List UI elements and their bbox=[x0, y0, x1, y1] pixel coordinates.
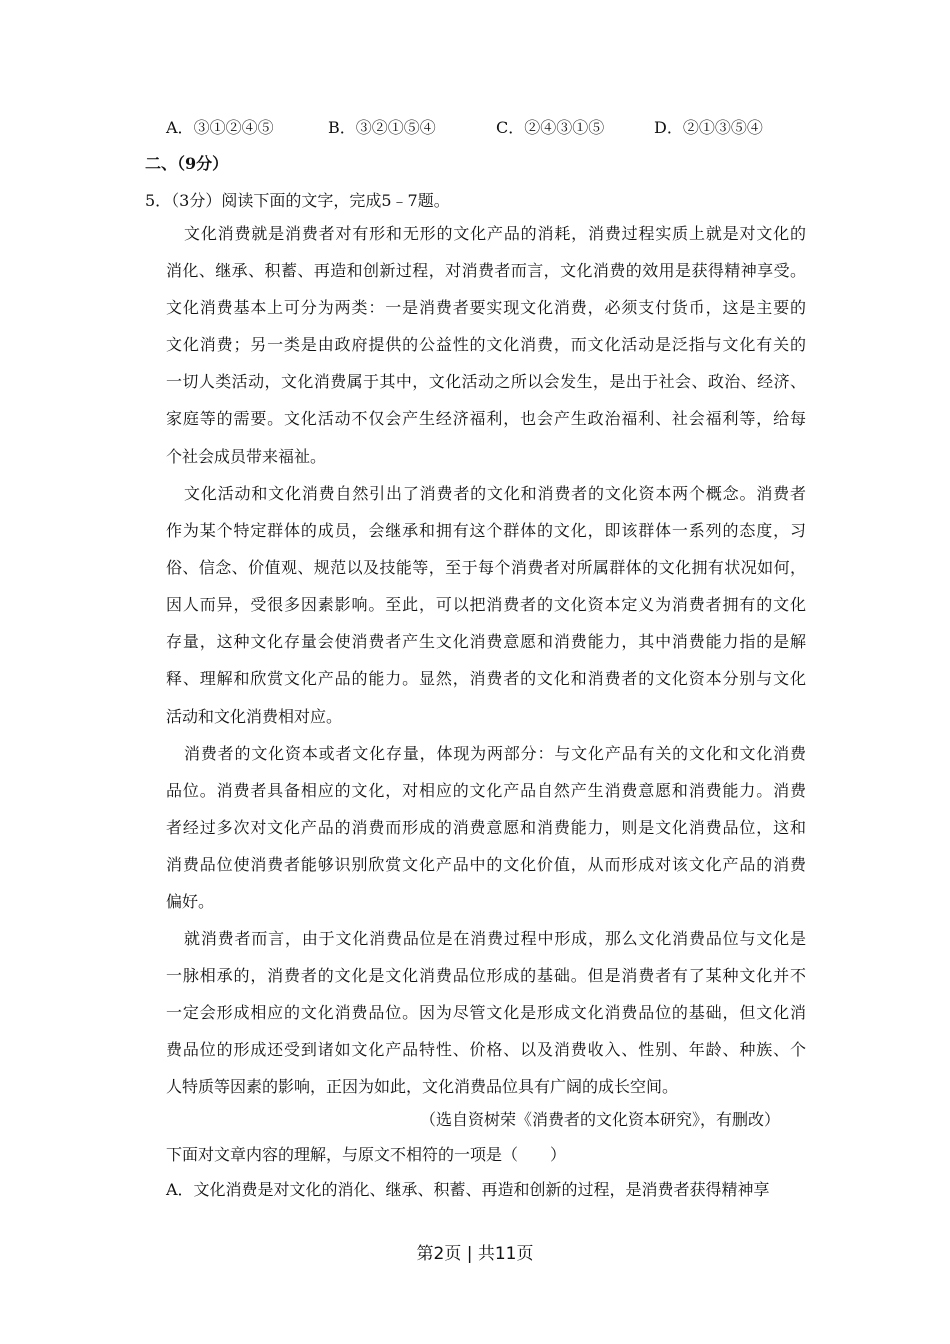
question-stem: 下面对文章内容的理解，与原文不相符的一项是（ ） bbox=[166, 1145, 567, 1164]
option-c bbox=[496, 118, 604, 138]
passage-line: 释、理解和欣赏文化产品的能力。显然，消费者的文化和消费者的文化资本分别与文化 bbox=[166, 669, 806, 689]
option-letter: D． bbox=[654, 118, 683, 137]
passage-line: 消费品位使消费者能够识别欣赏文化产品中的文化价值，从而形成对该文化产品的消费 bbox=[166, 855, 806, 875]
passage-line: 品位。消费者具备相应的文化，对相应的文化产品自然产生消费意愿和消费能力。消费 bbox=[166, 781, 806, 801]
passage-line: 费品位的形成还受到诸如文化产品特性、价格、以及消费收入、性别、年龄、种族、个 bbox=[166, 1040, 806, 1060]
passage-line: 偏好。 bbox=[166, 892, 215, 912]
passage-line: 者经过多次对文化产品的消费而形成的消费意愿和消费能力，则是文化消费品位，这和 bbox=[166, 818, 806, 838]
passage-line: 一切人类活动，文化消费属于其中，文化活动之所以会发生，是出于社会、政治、经济、 bbox=[166, 372, 806, 392]
passage-line: 文化消费；另一类是由政府提供的公益性的文化消费，而文化活动是泛指与文化有关的 bbox=[166, 335, 806, 355]
option-letter: B． bbox=[328, 118, 356, 137]
answer-option-a: A．文化消费是对文化的消化、继承、积蓄、再造和创新的过程，是消费者获得精神享 bbox=[166, 1180, 770, 1199]
passage-line: 人特质等因素的影响，正因为如此，文化消费品位具有广阔的成长空间。 bbox=[166, 1077, 679, 1097]
option-value: ③②①⑤④ bbox=[355, 118, 436, 137]
option-letter: C． bbox=[496, 118, 525, 137]
question-header: 5．（3分）阅读下面的文字，完成5﹣7题。 bbox=[145, 191, 450, 210]
passage-line: 一脉相承的，消费者的文化是文化消费品位形成的基础。但是消费者有了某种文化并不 bbox=[166, 966, 806, 986]
passage-line: 文化活动和文化消费自然引出了消费者的文化和消费者的文化资本两个概念。消费者 bbox=[184, 484, 806, 503]
passage-line: 作为某个特定群体的成员，会继承和拥有这个群体的文化，即该群体一系列的态度，习 bbox=[166, 521, 806, 541]
passage-line: 活动和文化消费相对应。 bbox=[166, 706, 343, 726]
option-d bbox=[654, 118, 763, 138]
option-b bbox=[328, 118, 436, 138]
option-letter: A． bbox=[166, 118, 194, 137]
passage-paragraph-3 bbox=[166, 735, 806, 920]
passage-line: 俗、信念、价值观、规范以及技能等，至于每个消费者对所属群体的文化拥有状况如何， bbox=[166, 558, 806, 578]
passage-line: 一定会形成相应的文化消费品位。因为尽管文化是形成文化消费品位的基础，但文化消 bbox=[166, 1003, 806, 1023]
passage-line: 文化消费就是消费者对有形和无形的文化产品的消耗，消费过程实质上就是对文化的 bbox=[184, 224, 806, 243]
page-footer: 第2页 | 共11页 bbox=[416, 1244, 534, 1264]
section-heading: 二、（9分） bbox=[145, 154, 229, 173]
option-value: ③①②④⑤ bbox=[193, 118, 274, 137]
passage-line: 因人而异，受很多因素影响。至此，可以把消费者的文化资本定义为消费者拥有的文化 bbox=[166, 595, 806, 615]
passage-paragraph-4 bbox=[166, 920, 806, 1105]
option-value: ②①③⑤④ bbox=[682, 118, 763, 137]
passage-line: 个社会成员带来福祉。 bbox=[166, 446, 327, 466]
passage-line: 文化消费基本上可分为两类：一是消费者要实现文化消费，必须支付货币，这是主要的 bbox=[166, 298, 806, 318]
passage-paragraph-2 bbox=[166, 475, 806, 735]
passage-line: 家庭等的需要。文化活动不仅会产生经济福利，也会产生政治福利、社会福利等，给每 bbox=[166, 409, 806, 429]
passage-line: 就消费者而言，由于文化消费品位是在消费过程中形成，那么文化消费品位与文化是 bbox=[184, 929, 806, 948]
passage-line: 消费者的文化资本或者文化存量，体现为两部分：与文化产品有关的文化和文化消费 bbox=[184, 744, 806, 763]
passage-paragraph-1 bbox=[166, 215, 806, 475]
passage-line: 存量，这种文化存量会使消费者产生文化消费意愿和消费能力，其中消费能力指的是解 bbox=[166, 632, 806, 652]
passage-line: 消化、继承、积蓄、再造和创新过程，对消费者而言，文化消费的效用是获得精神享受。 bbox=[166, 261, 806, 281]
passage-source: （选自资树荣《消费者的文化资本研究》，有删改） bbox=[420, 1110, 781, 1129]
option-value: ②④③①⑤ bbox=[524, 118, 605, 137]
option-a bbox=[166, 118, 274, 138]
